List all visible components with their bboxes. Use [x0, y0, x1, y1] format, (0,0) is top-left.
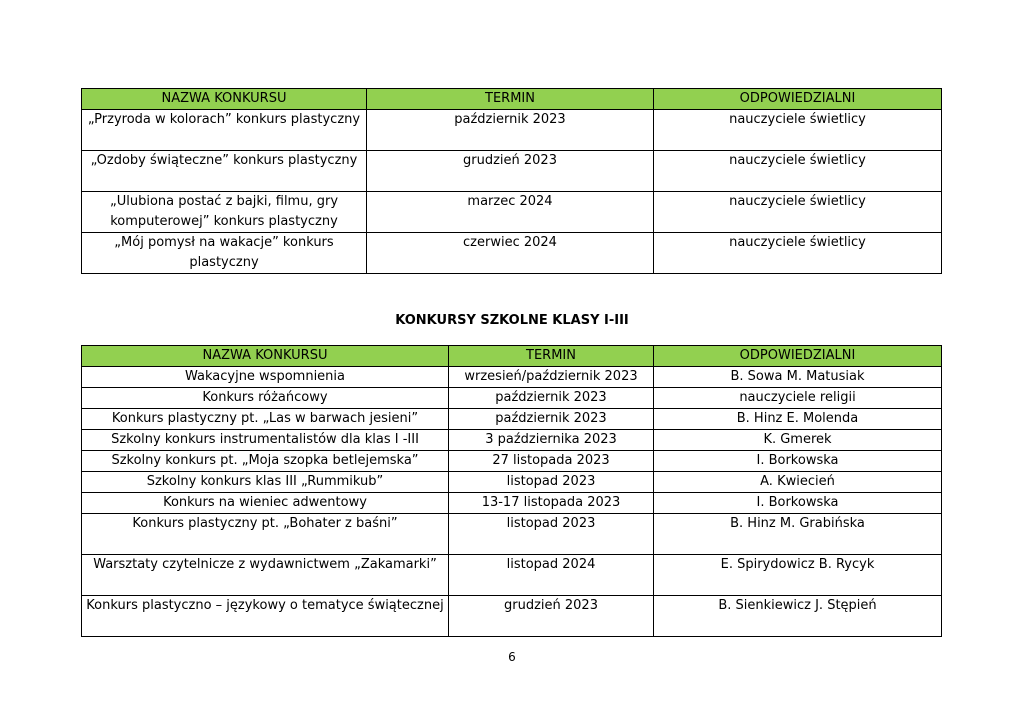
contest-date-cell: listopad 2023 — [449, 472, 654, 493]
contest-name-cell: Konkurs różańcowy — [82, 388, 449, 409]
contest-responsible-cell: I. Borkowska — [654, 493, 942, 514]
contest-name-cell: Szkolny konkurs klas III „Rummikub” — [82, 472, 449, 493]
contest-name-cell: Szkolny konkurs pt. „Moja szopka betlejemska” — [82, 451, 449, 472]
contest-name-cell: Konkurs na wieniec adwentowy — [82, 493, 449, 514]
table-header-row — [82, 89, 942, 110]
contest-name-cell: Wakacyjne wspomnienia — [82, 367, 449, 388]
contest-date-cell: październik 2023 — [449, 388, 654, 409]
contest-name-cell: „Ulubiona postać z bajki, filmu, gry komputerowej” konkurs plastyczny — [82, 192, 367, 233]
table-row — [82, 388, 942, 409]
column-header-responsible: ODPOWIEDZIALNI — [654, 89, 942, 110]
contest-name-cell: Warsztaty czytelnicze z wydawnictwem „Zakamarki” — [82, 555, 449, 596]
table-row — [82, 493, 942, 514]
contest-date-cell: październik 2023 — [449, 409, 654, 430]
contest-responsible-cell: I. Borkowska — [654, 451, 942, 472]
page-number: 6 — [508, 650, 516, 664]
table-row — [82, 192, 942, 233]
column-header-date: TERMIN — [449, 346, 654, 367]
column-header-name: NAZWA KONKURSU — [82, 89, 367, 110]
contest-date-cell: październik 2023 — [367, 110, 654, 151]
table-row — [82, 233, 942, 274]
contest-name-cell: Konkurs plastyczny pt. „Las w barwach jesieni” — [82, 409, 449, 430]
contest-responsible-cell: B. Hinz E. Molenda — [654, 409, 942, 430]
section-heading: KONKURSY SZKOLNE KLASY I-III — [395, 313, 629, 328]
column-header-name: NAZWA KONKURSU — [82, 346, 449, 367]
school-contests-table — [81, 345, 942, 637]
teacher-contests-table — [81, 88, 942, 274]
contest-responsible-cell: B. Sienkiewicz J. Stępień — [654, 596, 942, 637]
contest-responsible-cell: nauczyciele świetlicy — [654, 151, 942, 192]
contest-responsible-cell: nauczyciele religii — [654, 388, 942, 409]
table-row — [82, 555, 942, 596]
table-row — [82, 430, 942, 451]
contest-responsible-cell: B. Hinz M. Grabińska — [654, 514, 942, 555]
table-header-row — [82, 346, 942, 367]
contest-responsible-cell: nauczyciele świetlicy — [654, 233, 942, 274]
table-row — [82, 451, 942, 472]
contest-date-cell: 27 listopada 2023 — [449, 451, 654, 472]
table-row — [82, 409, 942, 430]
contest-date-cell: marzec 2024 — [367, 192, 654, 233]
contest-name-cell: „Przyroda w kolorach” konkurs plastyczny — [82, 110, 367, 151]
contest-date-cell: 3 października 2023 — [449, 430, 654, 451]
contest-name-cell: Konkurs plastyczny pt. „Bohater z baśni” — [82, 514, 449, 555]
contest-date-cell: listopad 2024 — [449, 555, 654, 596]
contest-name-cell: Szkolny konkurs instrumentalistów dla klas I -III — [82, 430, 449, 451]
table-row — [82, 151, 942, 192]
table-row — [82, 514, 942, 555]
contest-responsible-cell: nauczyciele świetlicy — [654, 110, 942, 151]
table-row — [82, 472, 942, 493]
contest-date-cell: grudzień 2023 — [367, 151, 654, 192]
contest-responsible-cell: K. Gmerek — [654, 430, 942, 451]
contest-date-cell: czerwiec 2024 — [367, 233, 654, 274]
contest-responsible-cell: B. Sowa M. Matusiak — [654, 367, 942, 388]
column-header-date: TERMIN — [367, 89, 654, 110]
contest-responsible-cell: A. Kwiecień — [654, 472, 942, 493]
table-row — [82, 596, 942, 637]
column-header-responsible: ODPOWIEDZIALNI — [654, 346, 942, 367]
table-row — [82, 367, 942, 388]
contest-date-cell: 13-17 listopada 2023 — [449, 493, 654, 514]
contest-responsible-cell: E. Spirydowicz B. Rycyk — [654, 555, 942, 596]
table-row — [82, 110, 942, 151]
contest-name-cell: „Mój pomysł na wakacje” konkurs plastyczny — [82, 233, 367, 274]
contest-name-cell: „Ozdoby świąteczne” konkurs plastyczny — [82, 151, 367, 192]
contest-date-cell: wrzesień/październik 2023 — [449, 367, 654, 388]
contest-date-cell: listopad 2023 — [449, 514, 654, 555]
contest-name-cell: Konkurs plastyczno – językowy o tematyce świątecznej — [82, 596, 449, 637]
contest-responsible-cell: nauczyciele świetlicy — [654, 192, 942, 233]
contest-date-cell: grudzień 2023 — [449, 596, 654, 637]
